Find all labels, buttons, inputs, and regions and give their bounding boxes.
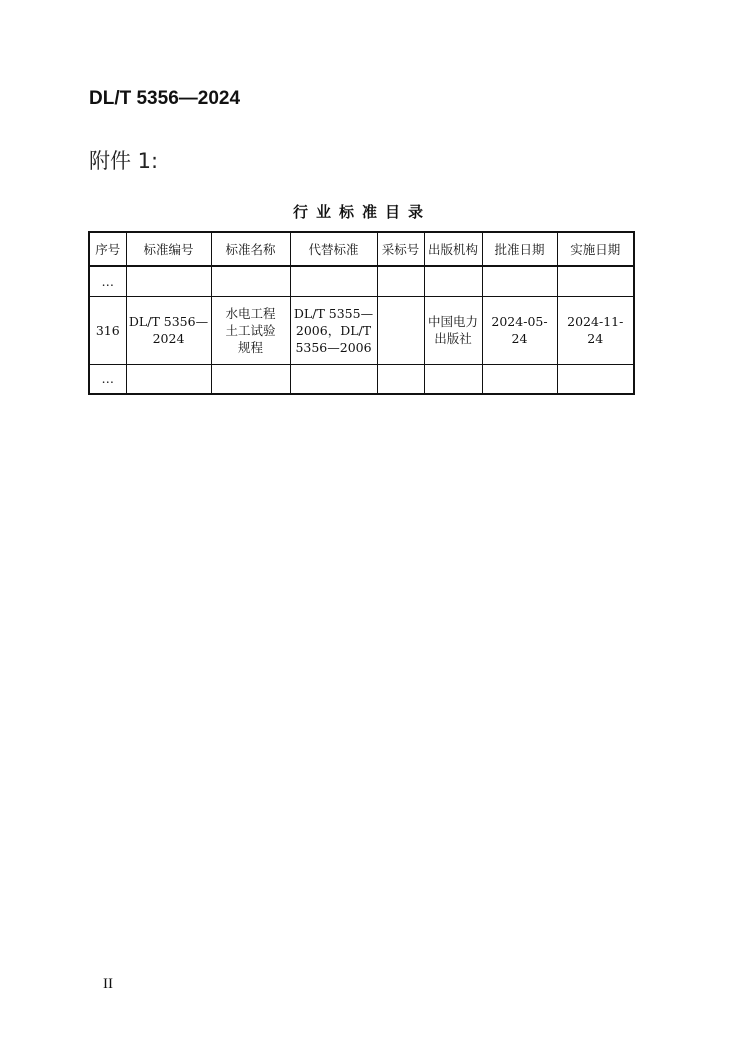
table-cell: … bbox=[89, 364, 126, 394]
table-cell bbox=[290, 266, 377, 296]
table-cell bbox=[211, 364, 290, 394]
column-header: 采标号 bbox=[377, 232, 424, 266]
table-cell: DL/T 5356— 2024 bbox=[126, 296, 211, 364]
table-cell: 水电工程 土工试验 规程 bbox=[211, 296, 290, 364]
table-cell: 316 bbox=[89, 296, 126, 364]
table-cell bbox=[126, 266, 211, 296]
table-cell bbox=[290, 364, 377, 394]
table-row bbox=[89, 364, 634, 394]
column-header: 标准编号 bbox=[126, 232, 211, 266]
table-row bbox=[89, 266, 634, 296]
table-cell bbox=[126, 364, 211, 394]
table-cell: … bbox=[89, 266, 126, 296]
table-header-row bbox=[89, 232, 634, 266]
column-header: 序号 bbox=[89, 232, 126, 266]
table-cell: DL/T 5355— 2006，DL/T 5356—2006 bbox=[290, 296, 377, 364]
table-cell: 2024-11-24 bbox=[557, 296, 634, 364]
table-cell bbox=[482, 266, 557, 296]
column-header: 出版机构 bbox=[424, 232, 482, 266]
table-row bbox=[89, 296, 634, 364]
table-cell bbox=[377, 364, 424, 394]
table-cell bbox=[557, 364, 634, 394]
document-code: DL/T 5356—2024 bbox=[89, 88, 241, 109]
page-number: II bbox=[103, 976, 113, 992]
table-cell bbox=[377, 266, 424, 296]
catalog-title: 行业标准目录 bbox=[292, 203, 431, 221]
table-cell: 中国电力 出版社 bbox=[424, 296, 482, 364]
column-header: 代替标准 bbox=[290, 232, 377, 266]
table-cell bbox=[424, 364, 482, 394]
column-header: 批准日期 bbox=[482, 232, 557, 266]
table-cell: 2024-05-24 bbox=[482, 296, 557, 364]
table-cell bbox=[211, 266, 290, 296]
column-header: 标准名称 bbox=[211, 232, 290, 266]
standards-catalog-table bbox=[88, 231, 635, 395]
table-cell bbox=[557, 266, 634, 296]
table-cell bbox=[482, 364, 557, 394]
table-cell bbox=[424, 266, 482, 296]
table-cell bbox=[377, 296, 424, 364]
column-header: 实施日期 bbox=[557, 232, 634, 266]
attachment-label: 附件 1: bbox=[89, 149, 159, 173]
